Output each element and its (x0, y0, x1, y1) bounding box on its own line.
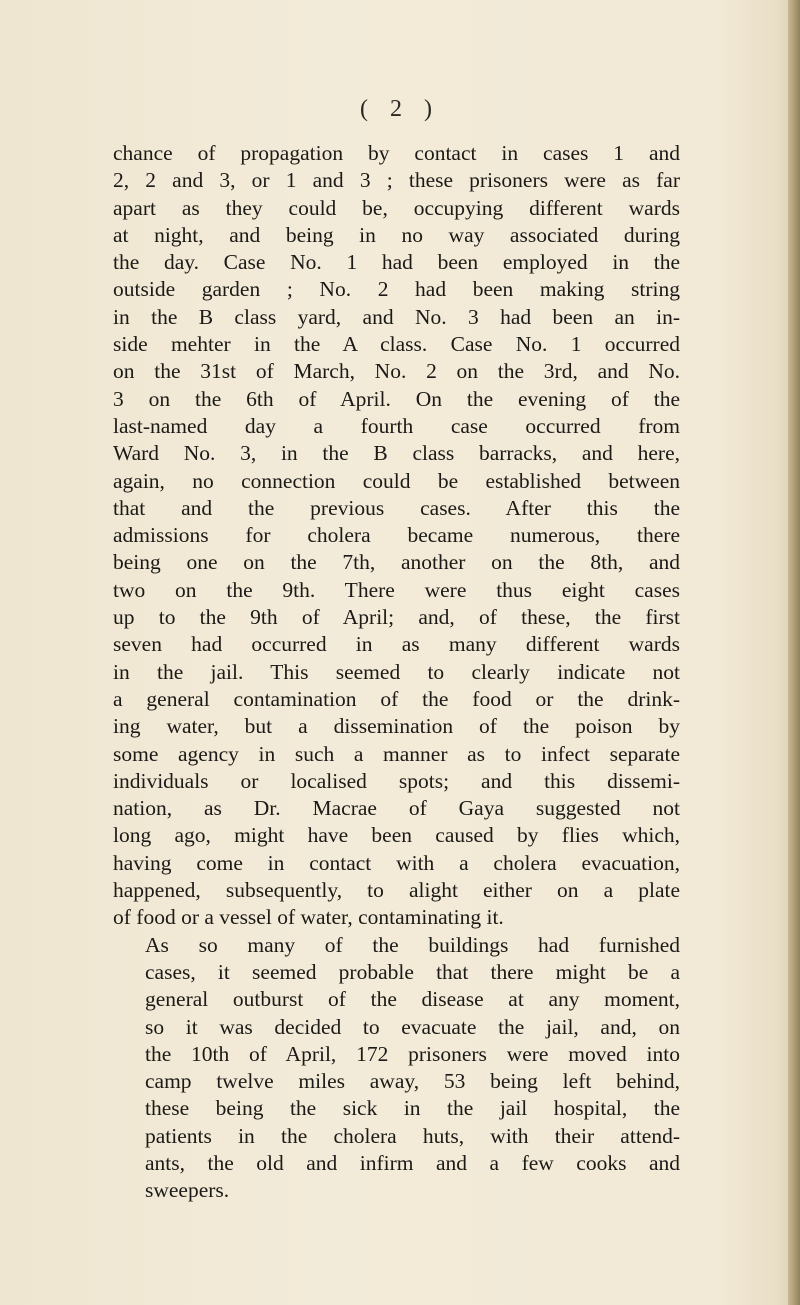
text-line: of food or a vessel of water, contaminating it. (113, 905, 504, 930)
text-line: again, no connection could be established between (113, 468, 680, 493)
text-line: nation, as Dr. Macrae of Gaya suggested not (113, 796, 680, 821)
text-line: in the B class yard, and No. 3 had been an in- (113, 304, 680, 329)
text-line: the 10th of April, 172 prisoners were moved into (145, 1041, 680, 1066)
text-line: long ago, might have been caused by flies which, (113, 823, 680, 848)
text-line: cases, it seemed probable that there might be a (145, 959, 680, 984)
text-line: admissions for cholera became numerous, there (113, 523, 680, 548)
text-line: 2, 2 and 3, or 1 and 3 ; these prisoners were as far (113, 168, 680, 193)
text-line: individuals or localised spots; and this dissemi- (113, 768, 680, 793)
text-line: a general contamination of the food or the drink- (113, 686, 680, 711)
text-line: at night, and being in no way associated during (113, 222, 680, 247)
text-line: 3 on the 6th of April. On the evening of the (113, 386, 680, 411)
text-line: outside garden ; No. 2 had been making string (113, 277, 680, 302)
body-text (113, 140, 680, 1205)
text-line: As so many of the buildings had furnished (145, 932, 680, 957)
text-line: Ward No. 3, in the B class barracks, and here, (113, 441, 680, 466)
text-line: on the 31st of March, No. 2 on the 3rd, and No. (113, 359, 680, 384)
page-edge (788, 0, 800, 1305)
text-line: up to the 9th of April; and, of these, the first (113, 605, 680, 630)
page-number: ( 2 ) (360, 96, 440, 122)
text-line: two on the 9th. There were thus eight cases (113, 577, 680, 602)
text-line: side mehter in the A class. Case No. 1 occurred (113, 332, 680, 357)
text-line: that and the previous cases. After this the (113, 495, 680, 520)
text-line: chance of propagation by contact in cases 1 and (113, 141, 680, 165)
text-line: apart as they could be, occupying different wards (113, 195, 680, 220)
text-line: being one on the 7th, another on the 8th, and (113, 550, 680, 575)
text-line: these being the sick in the jail hospital, the (145, 1096, 680, 1121)
text-line: seven had occurred in as many different wards (113, 632, 680, 657)
text-line: in the jail. This seemed to clearly indicate not (113, 659, 680, 684)
text-line: ing water, but a dissemination of the poison by (113, 714, 680, 739)
text-line: happened, subsequently, to alight either on a plate (113, 878, 680, 903)
text-line: the day. Case No. 1 had been employed in the (113, 250, 680, 275)
text-line: ants, the old and infirm and a few cooks and (145, 1150, 680, 1175)
paragraph-2 (113, 932, 680, 1205)
text-line: sweepers. (145, 1178, 230, 1203)
text-line: patients in the cholera huts, with their attend- (145, 1123, 680, 1148)
text-line: having come in contact with a cholera evacuation, (113, 850, 680, 875)
text-line: so it was decided to evacuate the jail, and, on (145, 1014, 680, 1039)
text-line: some agency in such a manner as to infect separate (113, 741, 680, 766)
paragraph-1 (113, 140, 680, 932)
text-line: camp twelve miles away, 53 being left behind, (145, 1069, 680, 1094)
text-line: last-named day a fourth case occurred from (113, 413, 680, 438)
text-line: general outburst of the disease at any moment, (145, 987, 680, 1012)
